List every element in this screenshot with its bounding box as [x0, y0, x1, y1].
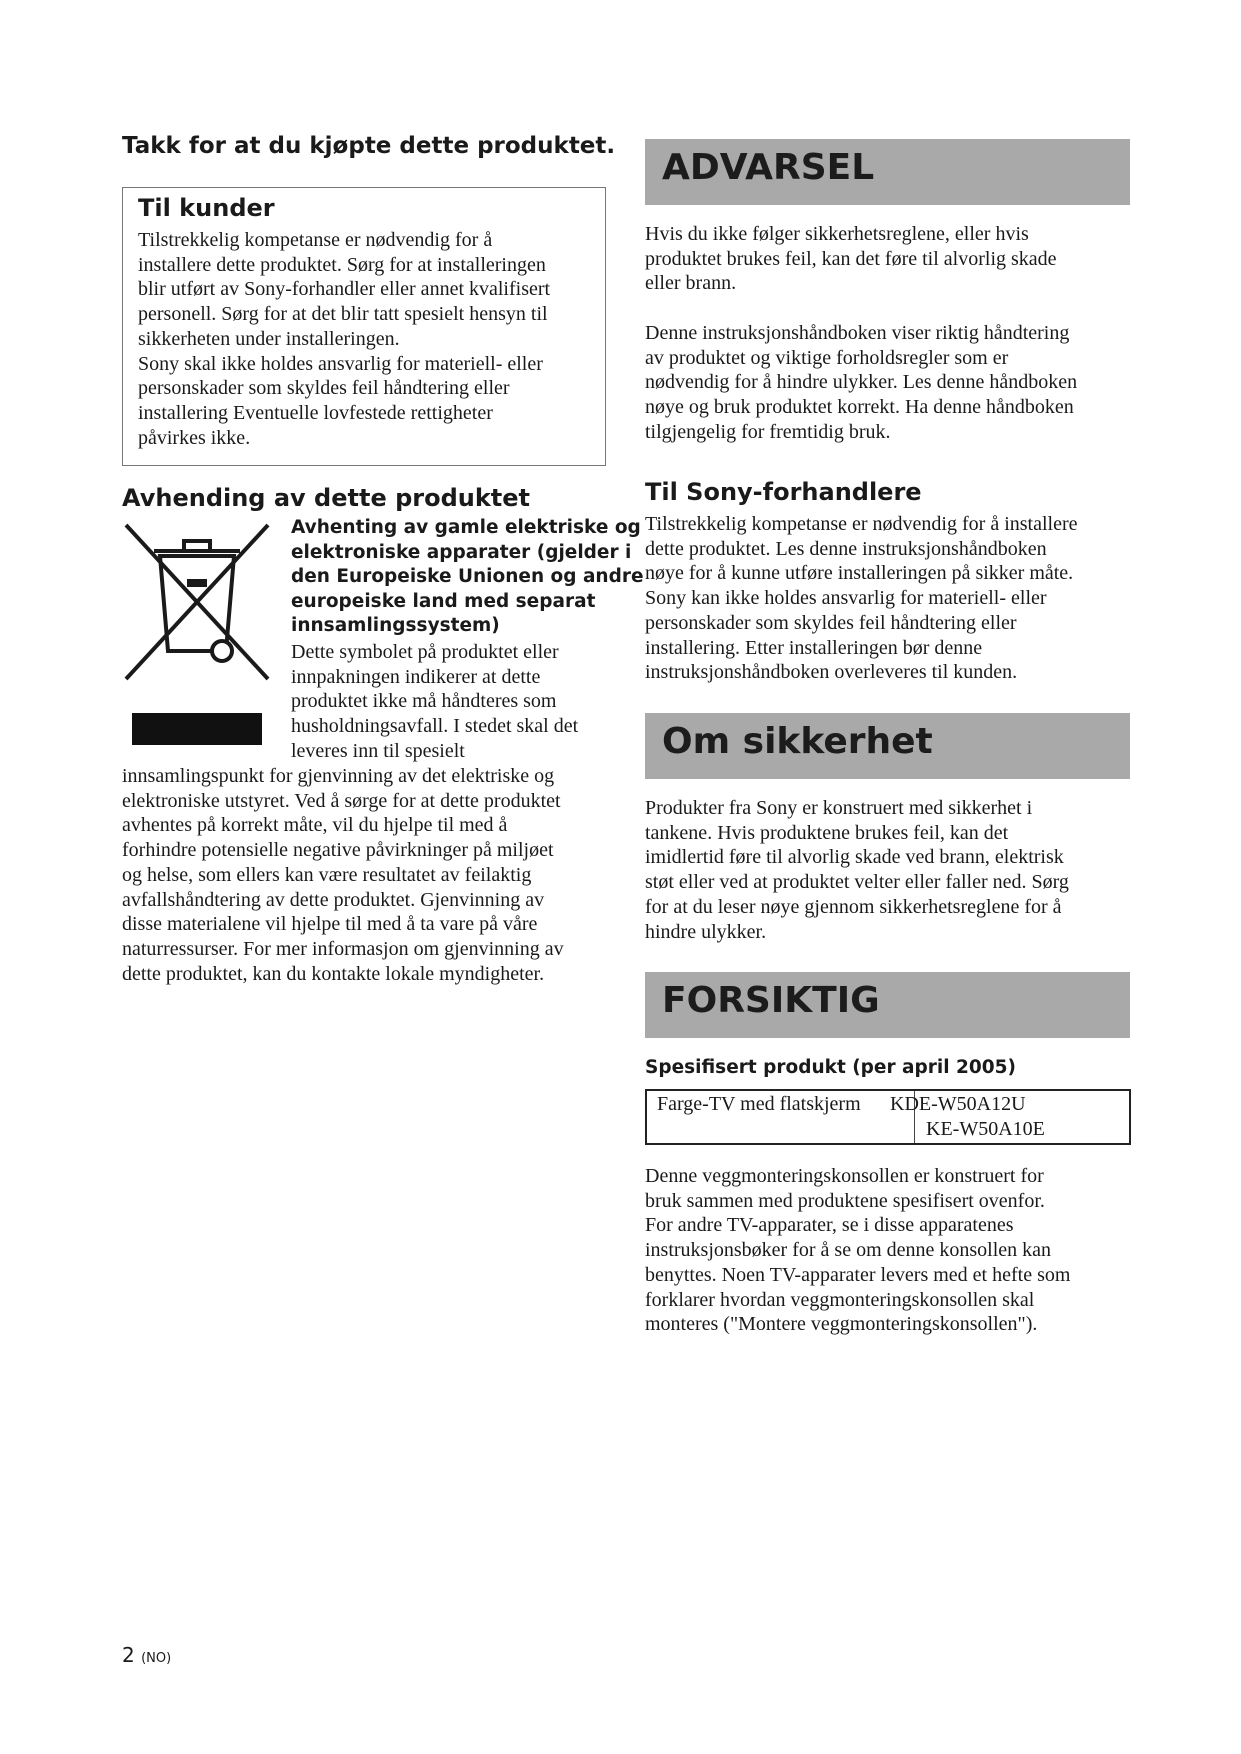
text-line: personell. Sørg for at det blir tatt spesielt hensyn til — [138, 303, 548, 326]
dealers-heading: Til Sony-forhandlere — [645, 478, 922, 506]
text-line: Hvis du ikke følger sikkerhetsreglene, eller hvis — [645, 223, 1029, 245]
text-line: nøye og bruk produktet korrekt. Ha denne håndboken — [645, 396, 1074, 419]
text-line: europeiske land med separat — [291, 590, 596, 612]
text-line: disse materialene vil hjelpe til med å ta vare på våre — [122, 913, 538, 936]
text-line: avfallshåndtering av dette produktet. Gjenvinning av — [122, 888, 545, 911]
customer-notice-box — [122, 187, 606, 466]
page-number — [122, 1643, 171, 1667]
text-line: instruksjonsbøker for å se om denne konsollen kan — [645, 1239, 1052, 1262]
text-line: den Europeiske Unionen og andre — [291, 566, 644, 588]
text-line: Tilstrekkelig kompetanse er nødvendig for å — [138, 229, 493, 251]
text-line: dette produktet, kan du kontakte lokale myndigheter. — [122, 962, 545, 985]
weee-black-bar — [132, 713, 262, 745]
text-line: leveres inn til spesielt — [291, 739, 465, 762]
text-line: produktet brukes feil, kan det føre til alvorlig skade — [645, 247, 1057, 270]
text-line: tankene. Hvis produktene brukes feil, kan det — [645, 821, 1009, 844]
safety-text — [645, 796, 1069, 944]
text-line: nøye for å kunne utføre installeringen på sikker måte. — [645, 562, 1074, 585]
dealers-text — [645, 512, 1078, 685]
text-line: forklarer hvordan veggmonteringskonsollen skal — [645, 1288, 1035, 1311]
text-line: tilgjengelig for fremtidig bruk. — [645, 420, 891, 443]
text-line: innsamlingspunkt for gjenvinning av det elektriske og — [122, 765, 555, 787]
text-line: elektroniske utstyret. Ved å sørge for at dette produktet — [122, 789, 561, 812]
caution-text — [645, 1164, 1070, 1337]
text-line: Avhenting av gamle elektriske og — [291, 517, 641, 538]
text-line: sikkerheten under installeringen. — [138, 327, 400, 350]
advarsel-text-2 — [645, 321, 1077, 445]
text-line: installering. Etter installeringen bør denne — [645, 636, 983, 659]
caution-heading: FORSIKTIG — [662, 980, 880, 1021]
customer-heading: Til kunder — [138, 194, 275, 222]
text-line: produktet ikke må håndteres som — [291, 690, 557, 713]
text-line: Dette symbolet på produktet eller — [291, 641, 559, 663]
safety-banner — [645, 713, 1130, 779]
page-title: Takk for at du kjøpte dette produktet. — [122, 133, 616, 159]
caution-banner — [645, 972, 1130, 1038]
customer-text — [138, 228, 550, 450]
text-line: avhentes på korrekt måte, vil du hjelpe til med å — [122, 814, 508, 837]
text-line: naturressurser. For mer informasjon om gjenvinning av — [122, 937, 564, 960]
text-line: monteres ("Montere veggmonteringskonsollen"). — [645, 1313, 1038, 1336]
advarsel-heading: ADVARSEL — [662, 147, 875, 188]
text-line: Denne instruksjonshåndboken viser riktig håndtering — [645, 322, 1070, 344]
text-line: For andre TV-apparater, se i disse apparatenes — [645, 1214, 1014, 1237]
spec-model-1: KDE-W50A12U — [890, 1093, 1026, 1115]
text-line: imidlertid føre til alvorlig skade ved brann, elektrisk — [645, 846, 1064, 869]
spec-model-2: KE-W50A10E — [926, 1118, 1045, 1140]
disposal-side-text — [291, 640, 578, 764]
text-line: husholdningsavfall. I stedet skal det — [291, 715, 579, 738]
text-line: støt eller ved at produktet velter eller faller ned. Sørg — [645, 871, 1069, 894]
page-language: (NO) — [141, 1651, 172, 1666]
text-line: installere dette produktet. Sørg for at installeringen — [138, 253, 546, 276]
text-line: personskader som skyldes feil håndtering eller — [138, 377, 510, 400]
text-line: bruk sammen med produktene spesifisert ovenfor. — [645, 1189, 1045, 1212]
text-line: blir utført av Sony-forhandler eller annet kvalifisert — [138, 278, 551, 301]
disposal-text — [122, 764, 564, 986]
text-line: innsamlingssystem) — [291, 615, 500, 637]
text-line: forhindre potensielle negative påvirkninger på miljøet — [122, 839, 554, 862]
text-line: instruksjonshåndboken overleveres til kunden. — [645, 661, 1018, 684]
text-line: benyttes. Noen TV-apparater levers med et hefte som — [645, 1263, 1071, 1286]
disposal-subheading — [291, 516, 644, 639]
text-line: dette produktet. Les denne instruksjonshåndboken — [645, 537, 1047, 560]
disposal-heading: Avhending av dette produktet — [122, 484, 531, 512]
text-line: Denne veggmonteringskonsollen er konstruert for — [645, 1165, 1044, 1187]
text-line: Tilstrekkelig kompetanse er nødvendig for å installere — [645, 513, 1078, 535]
spec-heading: Spesifisert produkt (per april 2005) — [645, 1057, 1016, 1078]
text-line: innpakningen indikerer at dette — [291, 665, 541, 688]
text-line: påvirkes ikke. — [138, 426, 251, 449]
spec-label: Farge-TV med flatskjerm — [657, 1093, 861, 1115]
text-line: Sony kan ikke holdes ansvarlig for materiell- eller — [645, 587, 1047, 610]
text-line: av produktet og viktige forholdsregler som er — [645, 346, 1009, 369]
text-line: Sony skal ikke holdes ansvarlig for materiell- eller — [138, 352, 543, 375]
text-line: Produkter fra Sony er konstruert med sikkerhet i — [645, 797, 1033, 819]
text-line: installering Eventuelle lovfestede rettigheter — [138, 401, 493, 424]
page-number-value: 2 — [122, 1643, 135, 1667]
text-line: for at du leser nøye gjennom sikkerhetsreglene for å — [645, 895, 1062, 918]
spec-table — [645, 1089, 1131, 1145]
text-line: personskader som skyldes feil håndtering eller — [645, 611, 1017, 634]
text-line: nødvendig for å hindre ulykker. Les denne håndboken — [645, 371, 1078, 394]
text-line: og helse, som ellers kan være resultatet av feilaktig — [122, 863, 532, 886]
text-line: elektroniske apparater (gjelder i — [291, 541, 632, 563]
advarsel-banner — [645, 139, 1130, 205]
text-line: eller brann. — [645, 272, 737, 295]
text-line: hindre ulykker. — [645, 920, 767, 943]
advarsel-text-1 — [645, 222, 1057, 296]
safety-heading: Om sikkerhet — [662, 721, 933, 762]
weee-crossed-bin-icon — [122, 521, 272, 683]
